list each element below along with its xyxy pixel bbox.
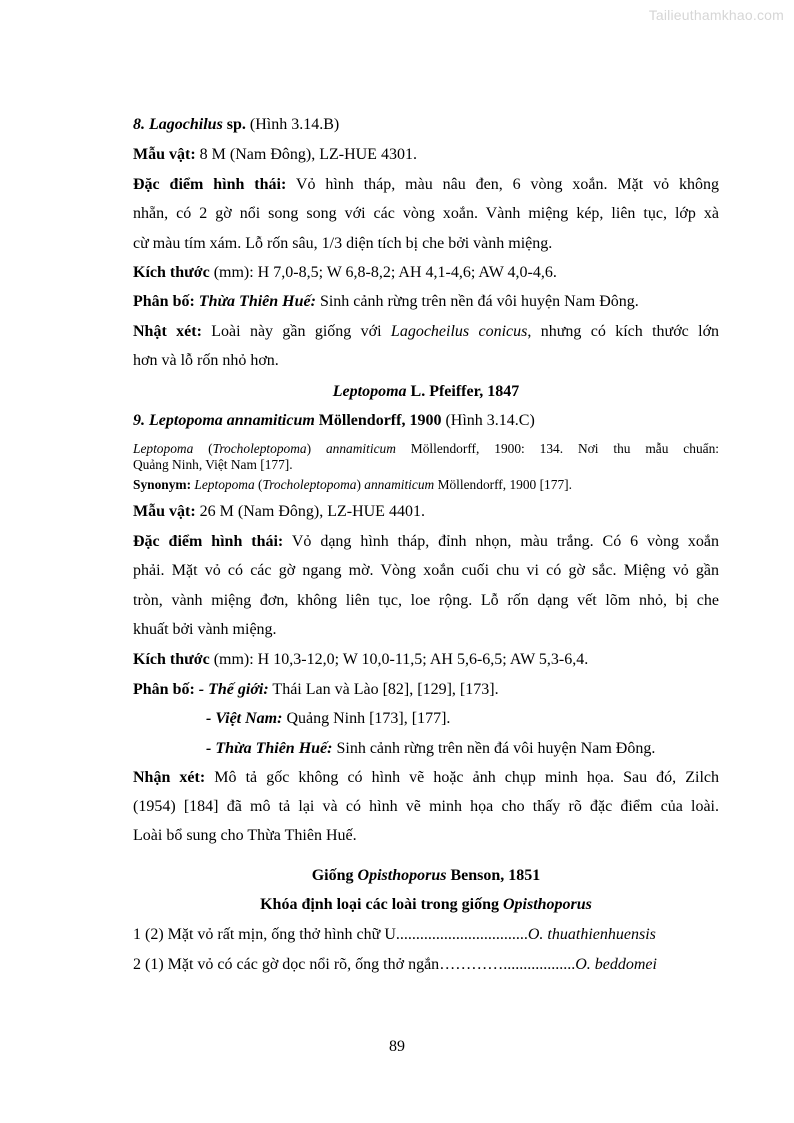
species9-citation: Leptopoma (Trocholeptopoma) annamiticum Möllendorff, 1900: 134. Nơi thu mẫu chuẩn:: [133, 441, 719, 456]
species9-distribution-tth: - Thừa Thiên Huế: Sinh cảnh rừng trên nền đá vôi huyện Nam Đông.: [206, 740, 656, 757]
species8-morph-line: Đặc điểm hình thái: Vỏ hình tháp, màu nâu đen, 6 vòng xoắn. Mặt vỏ không: [133, 176, 720, 193]
species8-remark: Nhật xét: Loài này gần giống với Lagocheilus conicus, nhưng có kích thước lớn: [133, 323, 720, 340]
species9-remark: Nhận xét: Mô tả gốc không có hình vẽ hoặc ảnh chụp minh họa. Sau đó, Zilch: [133, 769, 720, 786]
species9-morph-line: phải. Mặt vỏ có các gờ ngang mờ. Vòng xoắn cuối chu vi có gờ sắc. Miệng vỏ gần: [133, 562, 719, 579]
species9-morph-line: khuất bởi vành miệng.: [133, 621, 277, 638]
genus-opisthoporus-heading: Giống Opisthoporus Benson, 1851: [311, 867, 541, 884]
species9-specimen: Mẫu vật: 26 M (Nam Đông), LZ-HUE 4401.: [133, 503, 425, 520]
genus-leptopoma-heading: Leptopoma L. Pfeiffer, 1847: [332, 383, 520, 400]
species8-distribution: Phân bố: Thừa Thiên Huế: Sinh cảnh rừng trên nền đá vôi huyện Nam Đông.: [133, 293, 639, 310]
species8-heading: 8. Lagochilus sp. (Hình 3.14.B): [133, 116, 340, 133]
key-item: 2 (1) Mặt vỏ có các gờ dọc nổi rõ, ống thở ngắn…………..................O. beddomei: [133, 956, 657, 973]
species9-size: Kích thước (mm): H 10,3-12,0; W 10,0-11,5; AH 5,6-6,5; AW 5,3-6,4.: [133, 651, 589, 668]
page-number: 89: [389, 1038, 405, 1055]
species9-citation-line: Quảng Ninh, Việt Nam [177].: [133, 457, 293, 472]
species8-morph-line: nhẵn, có 2 gờ nổi song song với các vòng xoắn. Vành miệng kép, liên tục, lớp xà: [133, 205, 719, 222]
species9-distribution-world: Phân bố: - Thế giới: Thái Lan và Lào [82], [129], [173].: [133, 681, 499, 698]
species8-remark-line: hơn và lỗ rốn nhỏ hơn.: [133, 352, 279, 369]
species8-size: Kích thước (mm): H 7,0-8,5; W 6,8-8,2; AH 4,1-4,6; AW 4,0-4,6.: [133, 264, 557, 281]
species9-remark-line: (1954) [184] đã mô tả lại và có hình vẽ minh họa cho thấy rõ đặc điểm của loài.: [133, 798, 719, 815]
key-item: 1 (2) Mặt vỏ rất mịn, ống thở hình chữ U.................................O. thuathienhuensis: [133, 926, 656, 943]
species8-specimen: Mẫu vật: 8 M (Nam Đông), LZ-HUE 4301.: [133, 146, 417, 163]
species9-distribution-vietnam: - Việt Nam: Quảng Ninh [173], [177].: [206, 710, 451, 727]
species9-synonym: Synonym: Leptopoma (Trocholeptopoma) annamiticum Möllendorff, 1900 [177].: [133, 477, 572, 492]
species8-morph-line: cừ màu tím xám. Lỗ rốn sâu, 1/3 diện tích bị che bởi vành miệng.: [133, 235, 553, 252]
watermark: Tailieuthamkhao.com: [648, 7, 784, 23]
species9-morph-line: Đặc điểm hình thái: Vỏ dạng hình tháp, đỉnh nhọn, màu trắng. Có 6 vòng xoắn: [133, 533, 719, 550]
species9-remark-line: Loài bổ sung cho Thừa Thiên Huế.: [133, 827, 357, 844]
key-title: Khóa định loại các loài trong giống Opisthoporus: [260, 896, 592, 913]
species9-heading: 9. Leptopoma annamiticum Möllendorff, 1900 (Hình 3.14.C): [133, 412, 535, 429]
species9-morph-line: tròn, vành miệng đơn, không liên tục, loe rộng. Lỗ rốn dạng vết lõm nhỏ, bị che: [133, 592, 719, 609]
